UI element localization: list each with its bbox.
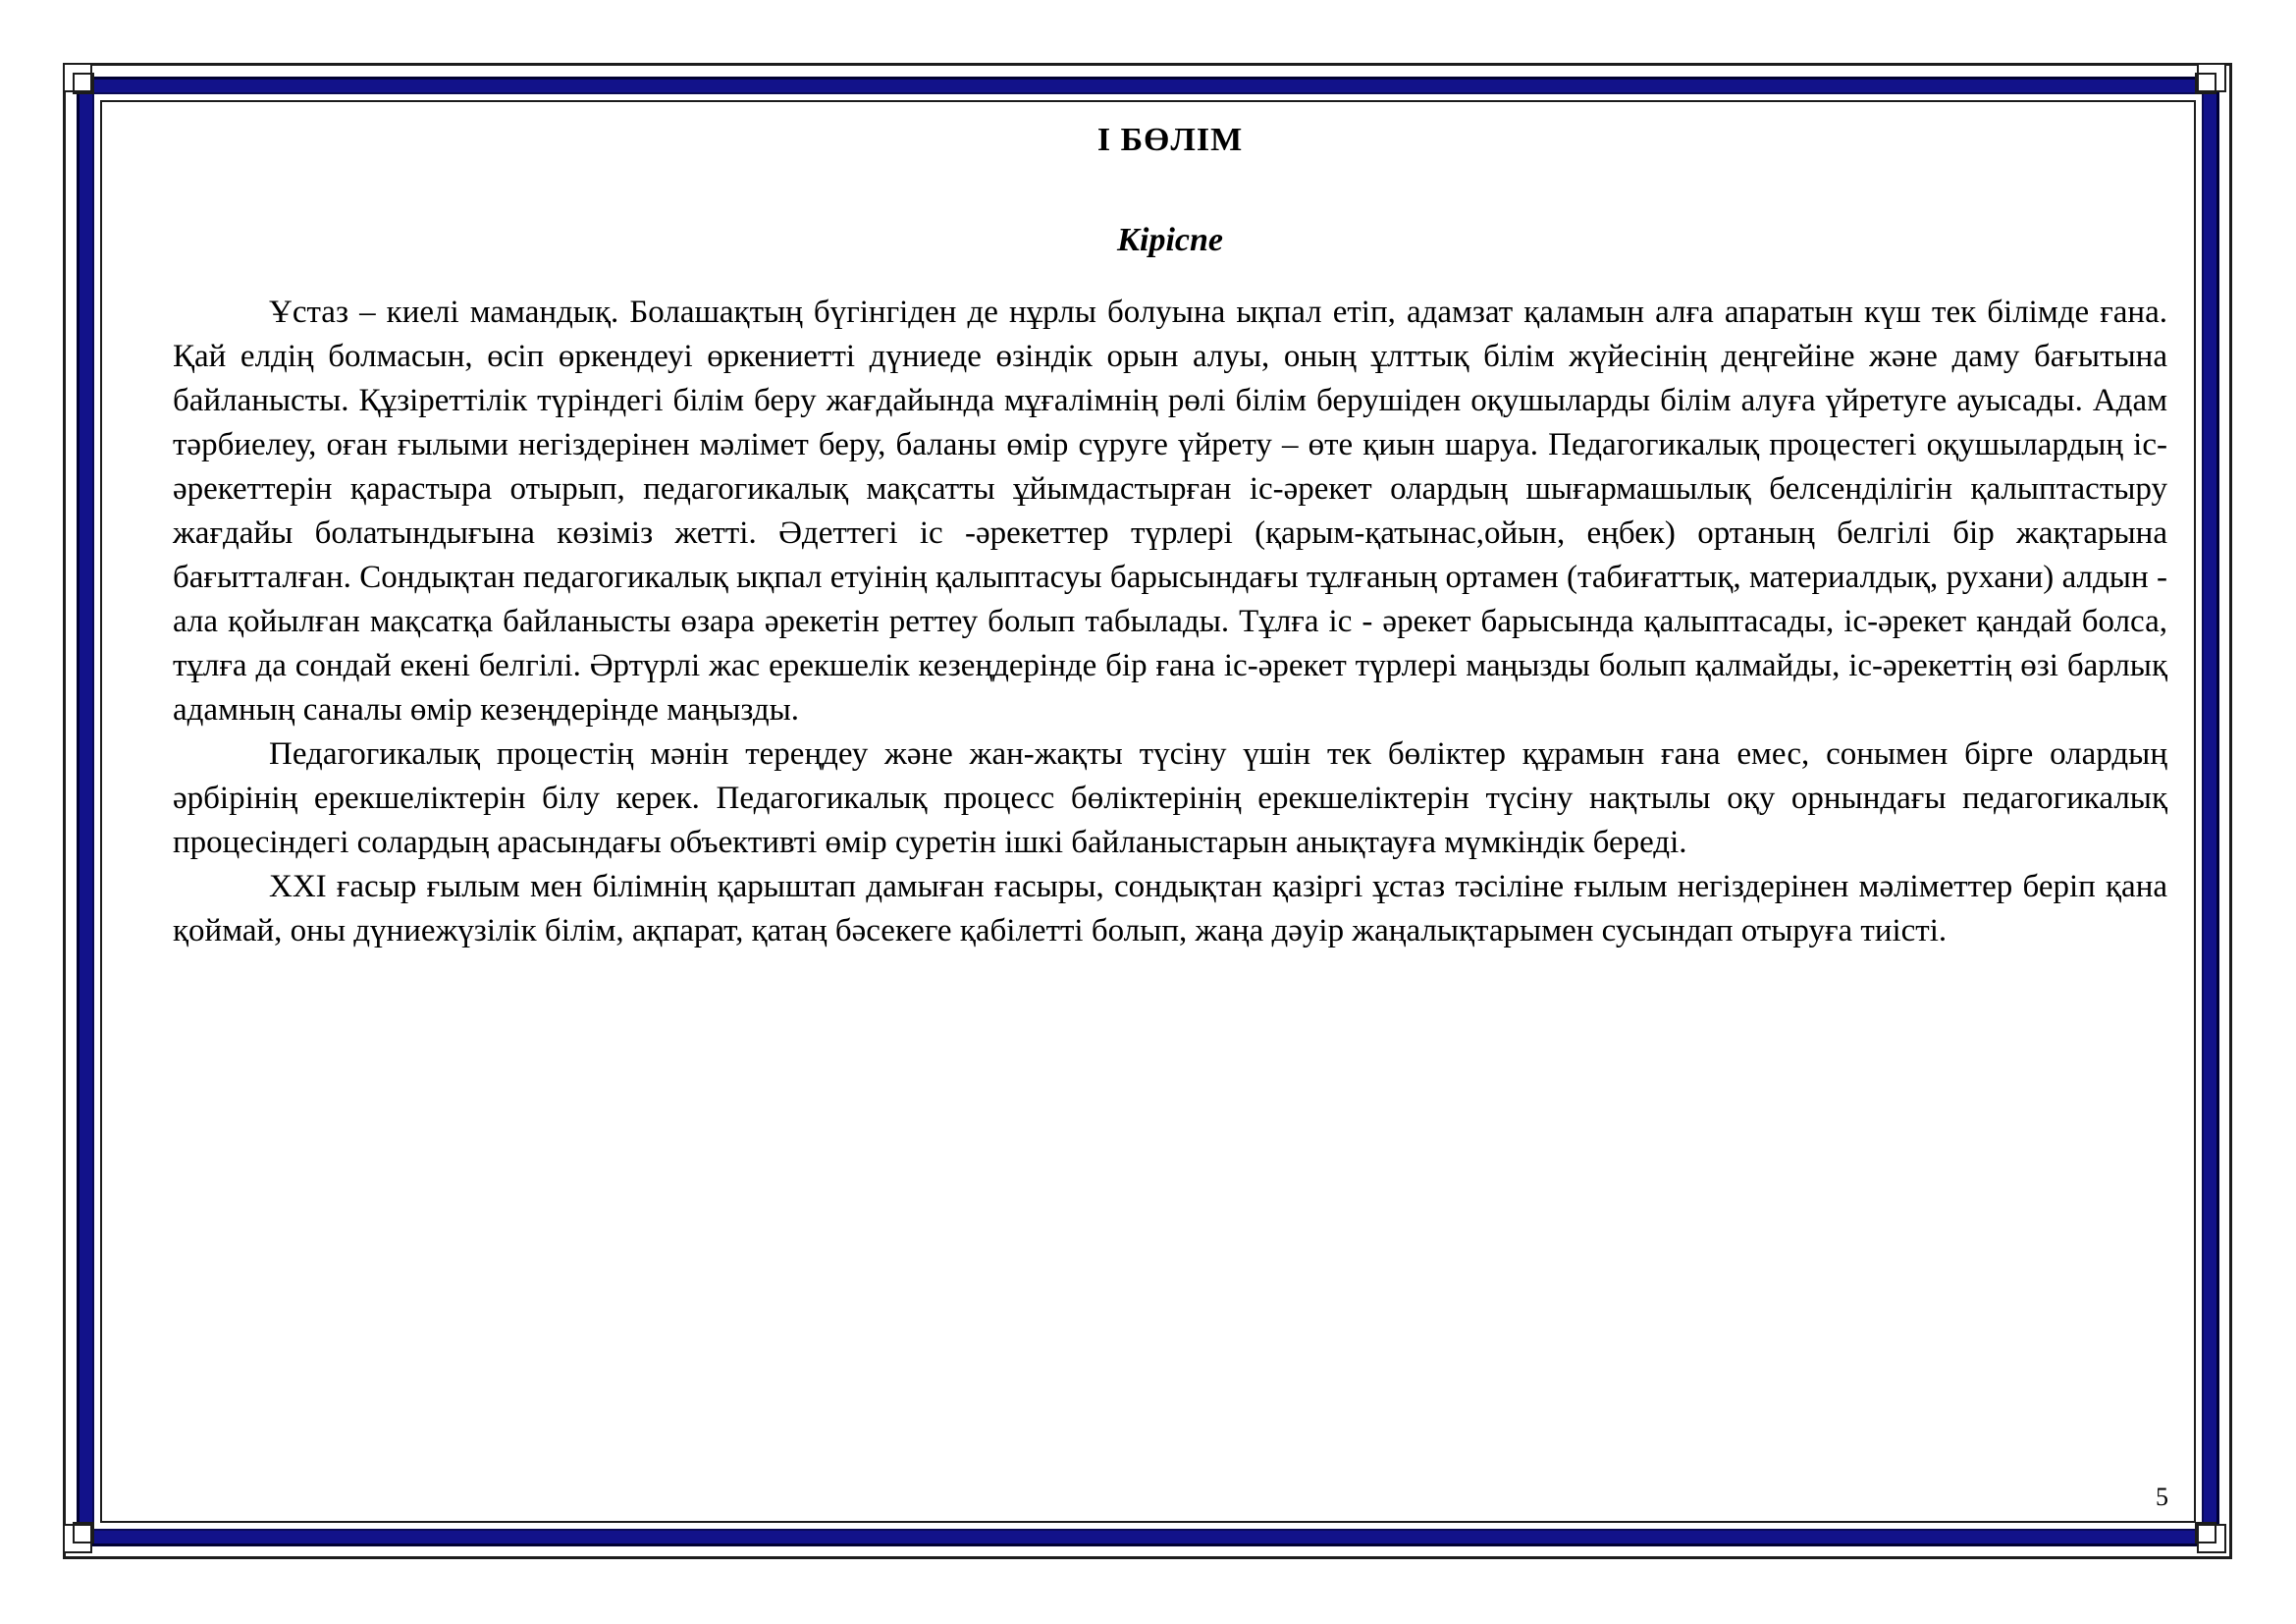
- frame-corner-ornament: [2197, 63, 2236, 102]
- section-title: Кіріспе: [1116, 222, 1224, 258]
- paragraph: XXI ғасыр ғылым мен білімнің қарыштап дамыған ғасыры, сондықтан қазіргі ұстаз тәсіліне ғылым негіздерінен мәліметтер беріп қана қоймай, оны дүниежүзілік білім, ақпарат, қатаң бәсекеге қабілетті болып, жаңа дәуір жаңалықтарымен сусындап отыруға тиісті.: [173, 869, 2167, 948]
- frame-corner-ornament: [63, 1524, 102, 1563]
- frame-corner-ornament: [2197, 1524, 2236, 1563]
- page-content: [173, 116, 2167, 953]
- frame-corner-ornament: [63, 63, 102, 102]
- part-title: І БӨЛІМ: [1096, 122, 1244, 158]
- paragraph: Педагогикалық процестің мәнін тереңдеу және жан-жақты түсіну үшін тек бөліктер құрамын ғана емес, сонымен бірге олардың әрбірінің ерекшеліктерін білу керек. Педагогикалық процесс бөліктерінің ерекшеліктерін түсіну нақтылы оқу орнындағы педагогикалық процесіндегі солардың арасындағы объективті өмір суретін ішкі байланыстарын анықтауға мүмкіндік береді.: [173, 736, 2167, 860]
- paragraph: Ұстаз – киелі мамандық. Болашақтың бүгінгіден де нұрлы болуына ықпал етіп, адамзат қаламын алға апаратын күш тек білімде ғана. Қай елдің болмасын, өсіп өркендеуі өркениетті дүниеде өзіндік орын алуы, оның ұлттық білім жүйесінің деңгейіне және даму бағытына байланысты. Құзіреттілік түріндегі білім беру жағдайында мұғалімнің рөлі білім берушіден оқушыларды білім алуға үйретуге ауысады. Адам тәрбиелеу, оған ғылыми негіздерінен мәлімет беру, баланы өмір сүруге үйрету – өте қиын шаруа. Педагогикалық процестегі оқушылардың іс-әрекеттерін қарастыра отырып, педагогикалық мақсатты ұйымдастырған іс-әрекет олардың шығармашылық белсенділігін қалыптастыру жағдайы болатындығына көзіміз жетті. Әдеттегі іс -әрекеттер түрлері (қарым-қатынас,ойын, еңбек) ортаның белгілі бір жақтарына бағытталған. Сондықтан педагогикалық ықпал етуінің қалыптасуы барысындағы тұлғаның ортамен (табиғаттық, материалдық, рухани) алдын - ала қойылған мақсатқа байланысты өзара әрекетін реттеу болып табылады. Тұлға іс - әрекет барысында қалыптасады, іс-әрекет қандай болса, тұлға да сондай екені белгілі. Әртүрлі жас ерекшелік кезеңдерінде бір ғана іс-әрекет түрлері маңызды болып қалмайды, іс-әрекеттің өзі барлық адамның саналы өмір кезеңдерінде маңызды.: [173, 295, 2167, 728]
- page-number: 5: [2156, 1483, 2168, 1511]
